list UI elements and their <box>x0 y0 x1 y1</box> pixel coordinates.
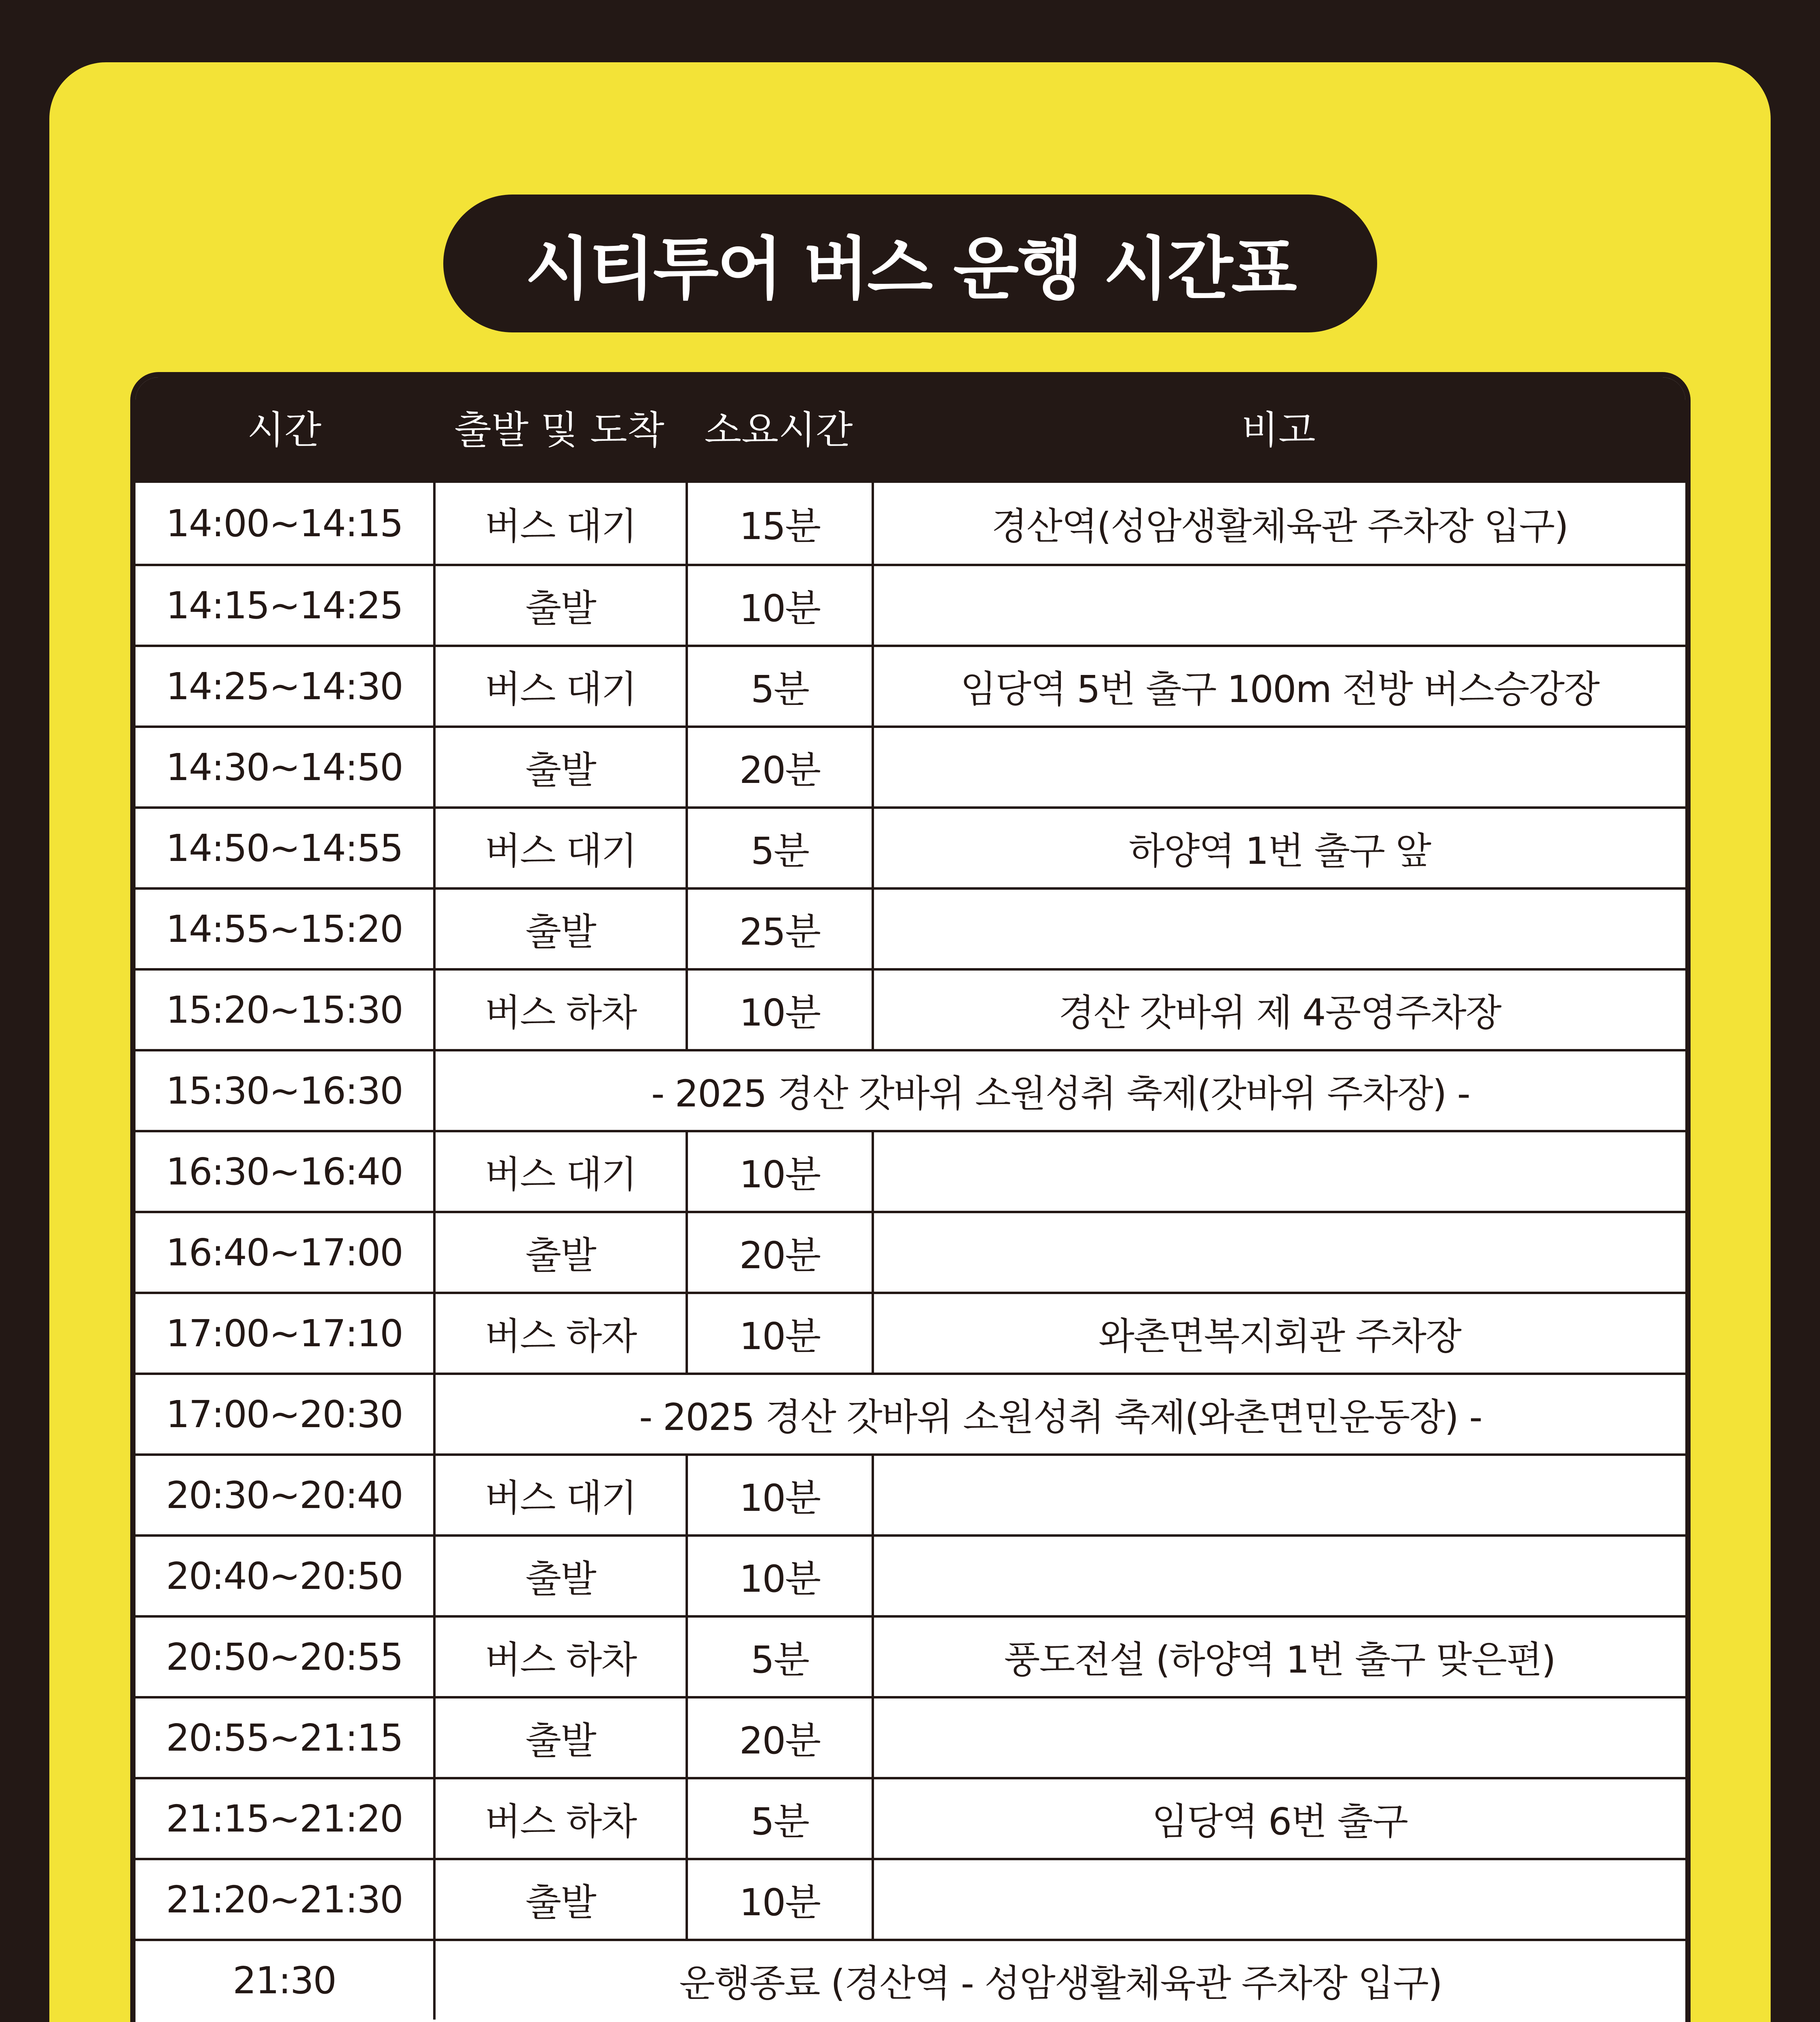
time-cell: 21:30 <box>233 1959 336 2002</box>
table-row <box>135 564 1685 645</box>
table-row <box>135 887 1685 968</box>
note-cell: 경산 갓바위 제 4공영주차장 <box>872 971 1685 1049</box>
table-row <box>135 1615 1685 1696</box>
time-cell: 14:55~15:20 <box>166 907 403 951</box>
duration-cell: 20분 <box>686 728 872 806</box>
table-row <box>135 725 1685 806</box>
duration-cell: 10분 <box>686 1132 872 1211</box>
table-row <box>135 1534 1685 1615</box>
time-cell: 14:00~14:15 <box>166 501 403 545</box>
duration-cell: 10분 <box>686 1294 872 1373</box>
action-cell: 버스 대기 <box>433 1132 686 1211</box>
time-cell: 16:30~16:40 <box>166 1150 403 1193</box>
page-title: 시티투어 버스 운행 시간표 <box>525 229 1295 309</box>
action-cell: 버스 대기 <box>433 647 686 725</box>
note-cell: 풍도전설 (하양역 1번 출구 맞은편) <box>872 1618 1685 1696</box>
action-cell: 버스 하자 <box>433 1294 686 1373</box>
table-row <box>135 1211 1685 1292</box>
action-cell: 버스 대기 <box>433 483 686 564</box>
table-row <box>135 645 1685 725</box>
table-row <box>135 1939 1685 2020</box>
action-cell: 출발 <box>433 1537 686 1615</box>
note-cell: 경산역(성암생활체육관 주차장 입구) <box>872 483 1685 564</box>
duration-cell: 10분 <box>686 566 872 645</box>
duration-cell: 10분 <box>686 1537 872 1615</box>
header-time: 시간 <box>247 408 322 453</box>
time-cell: 17:00~20:30 <box>166 1392 403 1436</box>
duration-cell: 10분 <box>686 1456 872 1534</box>
header-duration: 소요시간 <box>704 408 853 453</box>
action-cell: 출발 <box>433 1213 686 1292</box>
action-cell: 버스 대기 <box>433 1456 686 1534</box>
event-cell: 운행종료 (경산역 - 성암생활체육관 주차장 입구) <box>433 1941 1685 2020</box>
note-cell <box>872 1698 1685 1777</box>
time-cell: 20:40~20:50 <box>166 1554 403 1598</box>
action-cell: 버스 하차 <box>433 1618 686 1696</box>
action-cell: 출발 <box>433 728 686 806</box>
note-cell: 하양역 1번 출구 앞 <box>872 809 1685 887</box>
header-note: 비고 <box>1241 408 1316 453</box>
time-cell: 16:40~17:00 <box>166 1231 403 1274</box>
note-cell <box>872 1456 1685 1534</box>
note-cell: 임당역 6번 출구 <box>872 1779 1685 1858</box>
table-row <box>135 968 1685 1049</box>
time-cell: 15:20~15:30 <box>166 988 403 1032</box>
header-departure-arrival: 출발 및 도착 <box>454 408 665 453</box>
duration-cell: 15분 <box>686 483 872 564</box>
action-cell: 출발 <box>433 1698 686 1777</box>
note-cell <box>872 1537 1685 1615</box>
table-row <box>135 1130 1685 1211</box>
duration-cell: 5분 <box>686 647 872 725</box>
note-cell <box>872 1860 1685 1939</box>
duration-cell: 10분 <box>686 1860 872 1939</box>
table-row <box>135 806 1685 887</box>
note-cell <box>872 728 1685 806</box>
action-cell: 출발 <box>433 566 686 645</box>
time-cell: 14:30~14:50 <box>166 745 403 789</box>
duration-cell: 25분 <box>686 890 872 968</box>
duration-cell: 5분 <box>686 1779 872 1858</box>
time-cell: 14:25~14:30 <box>166 664 403 708</box>
time-cell: 20:55~21:15 <box>166 1716 403 1760</box>
action-cell: 버스 하차 <box>433 1779 686 1858</box>
title-pill <box>443 195 1377 332</box>
duration-cell: 5분 <box>686 809 872 887</box>
time-cell: 14:50~14:55 <box>166 826 403 870</box>
duration-cell: 5분 <box>686 1618 872 1696</box>
time-cell: 21:20~21:30 <box>166 1878 403 1921</box>
time-cell: 20:50~20:55 <box>166 1635 403 1679</box>
table-row <box>135 1777 1685 1858</box>
note-cell <box>872 1213 1685 1292</box>
note-cell <box>872 566 1685 645</box>
table-row <box>135 1453 1685 1534</box>
note-cell <box>872 1132 1685 1211</box>
table-header <box>135 377 1685 483</box>
duration-cell: 10분 <box>686 971 872 1049</box>
note-cell <box>872 890 1685 968</box>
note-cell: 임당역 5번 출구 100m 전방 버스승강장 <box>872 647 1685 725</box>
note-cell: 와촌면복지회관 주차장 <box>872 1294 1685 1373</box>
event-cell: - 2025 경산 갓바위 소원성취 축제(와촌면민운동장) - <box>433 1375 1685 1453</box>
time-cell: 20:30~20:40 <box>166 1473 403 1517</box>
schedule-table <box>130 372 1691 2022</box>
time-cell: 21:15~21:20 <box>166 1797 403 1840</box>
duration-cell: 20분 <box>686 1698 872 1777</box>
action-cell: 출발 <box>433 1860 686 1939</box>
action-cell: 버스 대기 <box>433 809 686 887</box>
table-row <box>135 1696 1685 1777</box>
table-row <box>135 483 1685 564</box>
action-cell: 버스 하차 <box>433 971 686 1049</box>
action-cell: 출발 <box>433 890 686 968</box>
table-row <box>135 1373 1685 1453</box>
table-row <box>135 1292 1685 1373</box>
duration-cell: 20분 <box>686 1213 872 1292</box>
table-row <box>135 1858 1685 1939</box>
time-cell: 14:15~14:25 <box>166 584 403 627</box>
event-cell: - 2025 경산 갓바위 소원성취 축제(갓바위 주차장) - <box>433 1051 1685 1130</box>
time-cell: 15:30~16:30 <box>166 1069 403 1113</box>
time-cell: 17:00~17:10 <box>166 1311 403 1355</box>
table-row <box>135 1049 1685 1130</box>
